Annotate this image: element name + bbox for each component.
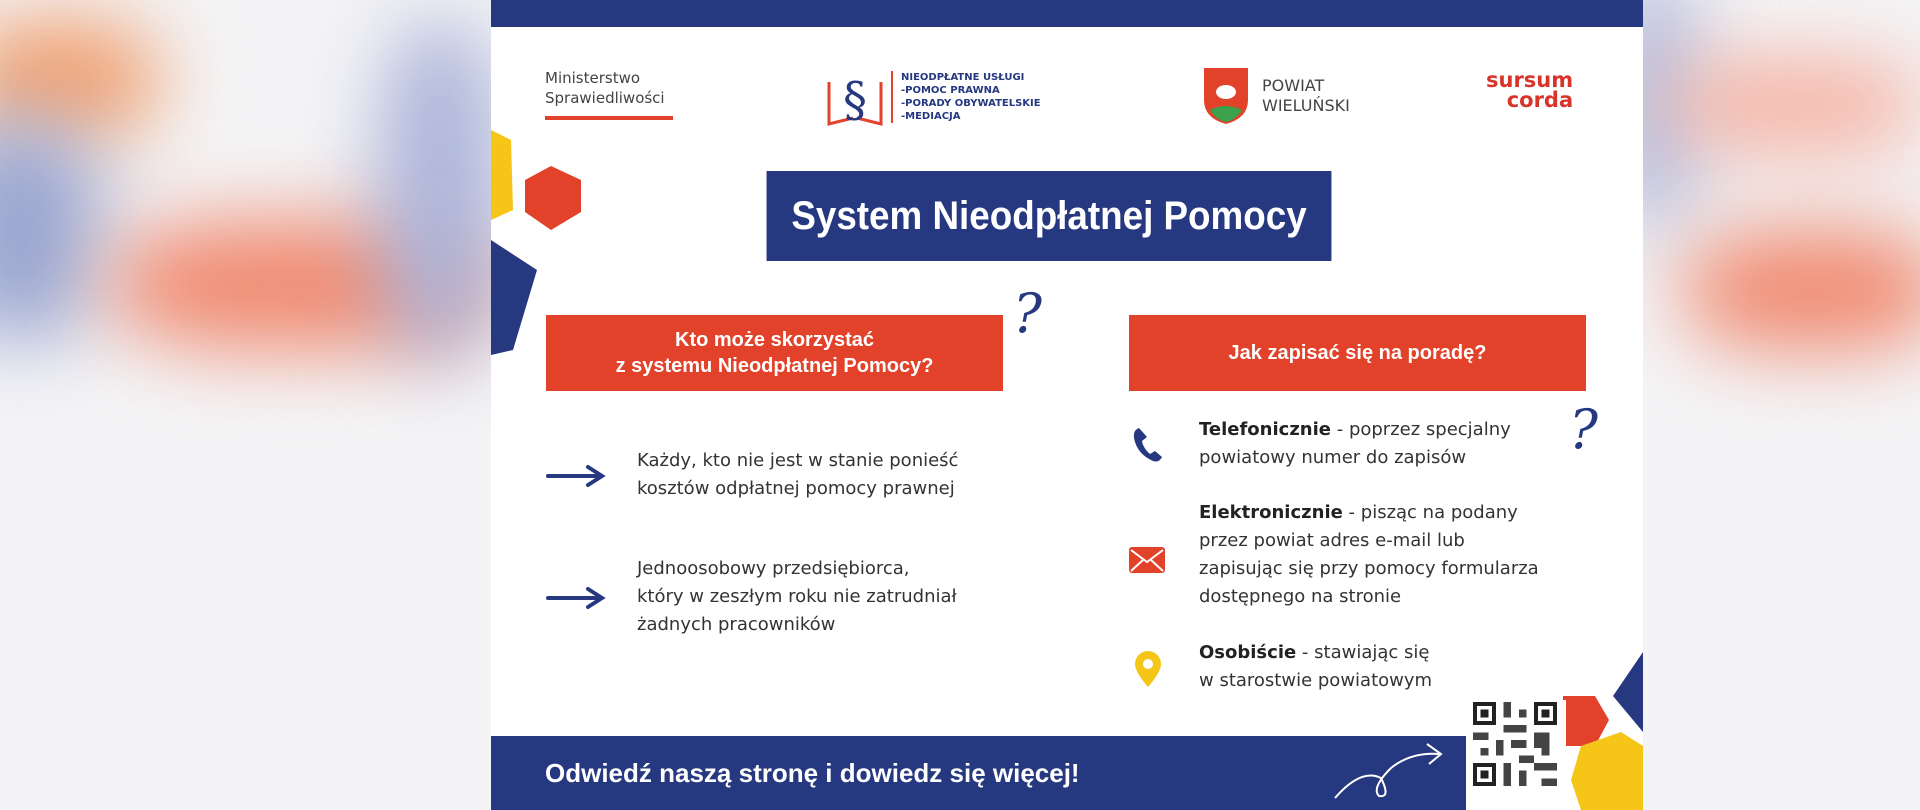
eligibility-item: Każdy, kto nie jest w stanie ponieść kosztów odpłatnej pomocy prawnej — [637, 450, 959, 499]
blurred-background-right — [1643, 0, 1920, 810]
eligibility-item: Jednoosobowy przedsiębiorca, który w zeszłym roku nie zatrudniał żadnych pracowników — [637, 558, 957, 635]
signup-item-in-person: Osobiście - stawiając się w starostwie powiatowym — [1199, 642, 1433, 691]
signup-item-email: Elektronicznie - pisząc na podany przez powiat adres e-mail lub zapisując się przy pomocy formularza dostępnego na stronie — [1199, 502, 1539, 607]
question-mark-icon: ? — [1569, 398, 1598, 461]
svg-text:§: § — [843, 72, 867, 128]
blurred-background-left — [0, 0, 491, 810]
npp-book-icon — [825, 64, 885, 130]
decorative-hexagons-right — [1561, 650, 1643, 810]
question-mark-icon: ? — [1013, 282, 1042, 345]
location-pin-icon — [1133, 650, 1163, 688]
curly-arrow-icon — [1331, 738, 1451, 802]
footer-text: Odwiedź naszą stronę i dowiedz się więcej! — [545, 758, 1080, 788]
page-title: System Nieodpłatnej Pomocy — [767, 171, 1332, 261]
arrow-right-icon — [546, 586, 606, 610]
signup-item-phone: Telefonicznie - poprzez specjalny powiatowy numer do zapisów — [1199, 419, 1511, 468]
left-heading: Kto może skorzystać z systemu Nieodpłatnej Pomocy? — [546, 315, 1003, 391]
arrow-right-icon — [546, 464, 606, 488]
qr-code[interactable] — [1471, 702, 1559, 786]
ministry-logo: Ministerstwo Sprawiedliwości — [545, 68, 673, 120]
phone-icon — [1131, 424, 1165, 464]
sursum-corda-logo: sursum corda — [1486, 68, 1574, 112]
powiat-logo: POWIAT WIELUŃSKI — [1202, 66, 1350, 126]
npp-logo: § NIEODPŁATNE USŁUGI -POMOC PRAWNA -PORADY OBYWATELSKIE -MEDIACJA — [825, 64, 1041, 130]
top-bar — [491, 0, 1643, 27]
coat-of-arms-icon — [1202, 66, 1250, 126]
poster — [491, 0, 1643, 810]
envelope-icon — [1128, 546, 1166, 574]
right-heading: Jak zapisać się na poradę? — [1129, 315, 1586, 391]
